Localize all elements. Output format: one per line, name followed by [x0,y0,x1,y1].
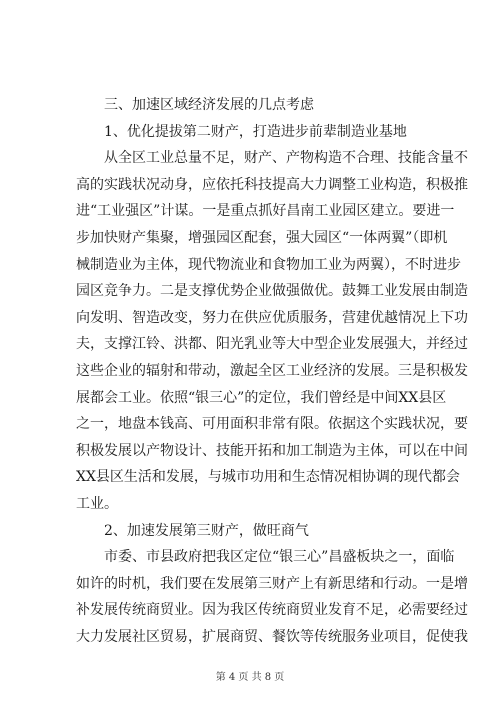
paragraph-line: 积极发展以产物设计、技能开拓和加工制造为主体，可以在中间 [76,442,468,459]
paragraph-line: 从全区工业总量不足，财产、产物构造不合理、技能含量不 [104,150,468,167]
paragraph-line: 如许的时机，我们要在发展第三财产上有新思绪和行动。一是增 [76,575,468,592]
paragraph-line: 步加快财产集聚，增强园区配套，强大园区“一体两翼”（即机 [76,229,448,246]
paragraph-line: 之一，地盘本钱高、可用面积非常有限。依据这个实践状况，要 [76,416,468,433]
paragraph-2 [76,544,468,650]
subsection-heading-1: 1、优化提拔第二财产，打造进步前辈制造业基地 [104,123,407,140]
paragraph-line: 夫，支撑江铃、洪都、阳光乳业等大中型企业发展强大，并经过 [76,336,468,353]
paragraph-line: XX县区生活和发展，与城市功用和生态情况相协调的现代都会 [76,469,460,486]
paragraph-line: 这些企业的辐射和带动，激起全区工业经济的发展。三是积极发 [76,362,468,379]
paragraph-line: 园区竞争力。二是支撑优势企业做强做优。鼓舞工业发展由制造 [76,283,468,300]
paragraph-1 [76,145,468,517]
paragraph-line: 械制造业为主体，现代物流业和食物加工业为两翼），不时进步 [76,256,461,273]
paragraph-line: 向发明、智造改变，努力在供应优质服务，营建优越情况上下功 [76,309,468,326]
paragraph-line: 市委、市县政府把我区定位“银三心”昌盛板块之一，面临 [104,549,455,566]
paragraph-line: 高的实践状况动身，应依托科技提高大力调整工业构造，积极推 [76,176,468,193]
subsection-heading-2: 2、加速发展第三财产，做旺商气 [104,522,309,539]
section-heading: 三、加速区域经济发展的几点考虑 [104,97,314,113]
document-body [76,92,468,650]
page-footer: 第 4 页 共 8 页 [215,672,285,683]
paragraph-line: 大力发展社区贸易，扩展商贸、餐饮等传统服务业项目，促使我 [76,628,468,645]
paragraph-line: 进“工业强区”计谋。一是重点抓好昌南工业园区建立。要进一 [76,203,455,220]
paragraph-line: 工业。 [76,495,118,512]
paragraph-line: 展都会工业。依照“银三心”的定位，我们曾经是中间XX县区 [76,389,447,406]
paragraph-line: 补发展传统商贸业。因为我区传统商贸业发育不足，必需要经过 [76,602,468,619]
